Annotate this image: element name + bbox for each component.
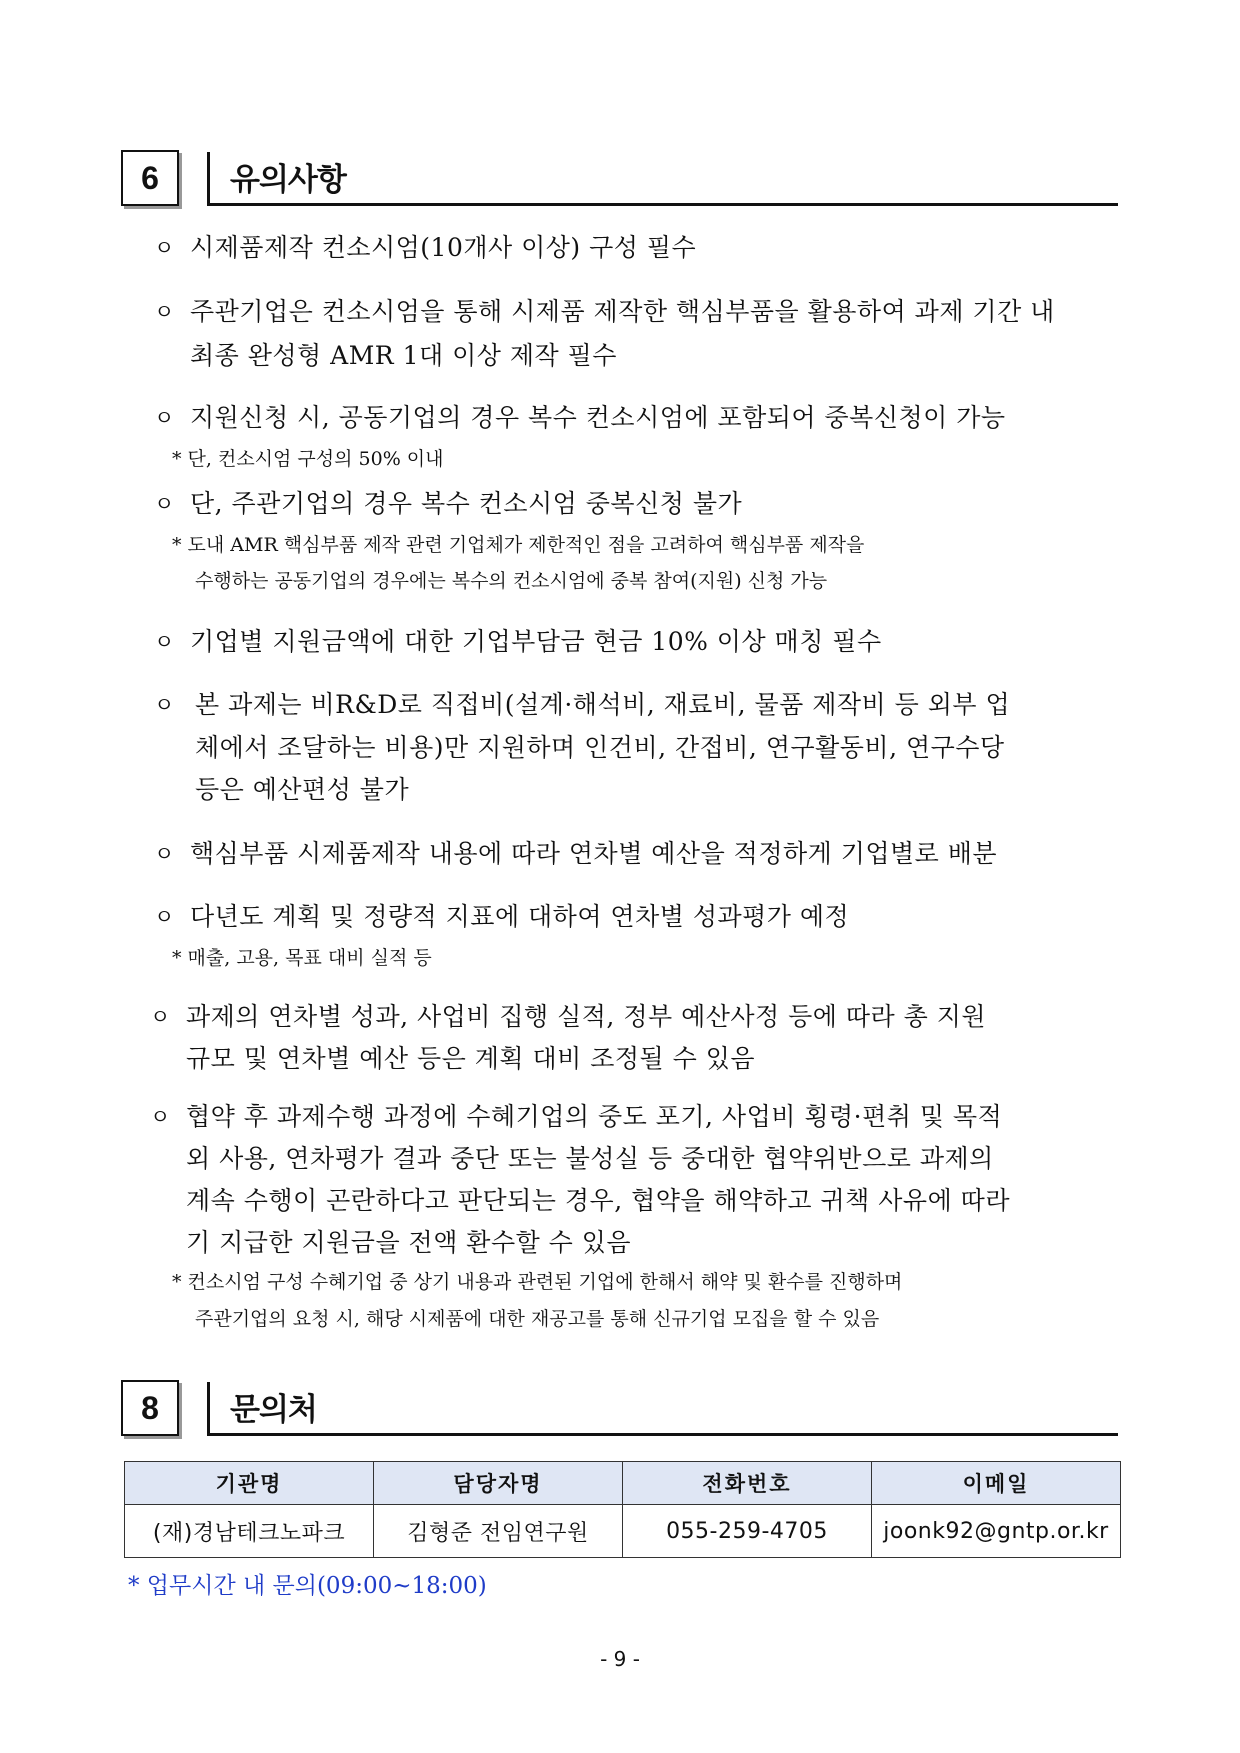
business-hours-note: * 업무시간 내 문의(09:00~18:00) (128, 1573, 487, 1599)
item-7-line-1: 핵심부품 시제품제작 내용에 따라 연차별 예산을 적정하게 기업별로 배분 (190, 839, 998, 868)
bullet-marker: ㅇ (150, 1005, 171, 1029)
item-10-line-4: 기 지급한 지원금을 전액 환수할 수 있음 (186, 1228, 632, 1257)
section-underline (207, 1433, 1118, 1436)
item-10-line-3: 계속 수행이 곤란하다고 판단되는 경우, 협약을 해약하고 귀책 사유에 따라 (186, 1186, 1010, 1215)
contact-table (124, 1461, 1121, 1558)
item-10-line-1: 협약 후 과제수행 과정에 수혜기업의 중도 포기, 사업비 횡령·편취 및 목적 (186, 1102, 1003, 1131)
column-header-contact-person: 담당자명 (374, 1462, 623, 1505)
cell-email: joonk92@gntp.or.kr (872, 1505, 1121, 1558)
item-4-line-1: 단, 주관기업의 경우 복수 컨소시엄 중복신청 불가 (190, 489, 743, 518)
item-10-note-1: * 컨소시엄 구성 수혜기업 중 상기 내용과 관련된 기업에 한해서 해약 및 환수를 진행하며 (172, 1271, 903, 1293)
bullet-marker: ㅇ (154, 406, 175, 430)
item-8-note-1: * 매출, 고용, 목표 대비 실적 등 (172, 947, 432, 969)
item-6-line-1: 본 과제는 비R&D로 직접비(설계·해석비, 재료비, 물품 제작비 등 외부 업 (195, 690, 1011, 719)
section-8-header (121, 1380, 1118, 1436)
item-1-line-1: 시제품제작 컨소시엄(10개사 이상) 구성 필수 (190, 233, 697, 262)
item-9-line-2: 규모 및 연차별 예산 등은 계획 대비 조정될 수 있음 (186, 1044, 756, 1073)
item-3-line-1: 지원신청 시, 공동기업의 경우 복수 컨소시엄에 포함되어 중복신청이 가능 (190, 403, 1006, 432)
bullet-marker: ㅇ (154, 300, 175, 324)
cell-phone: 055-259-4705 (623, 1505, 872, 1558)
item-2-line-2: 최종 완성형 AMR 1대 이상 제작 필수 (190, 341, 617, 370)
section-number-box: 6 (121, 150, 179, 206)
page-number: - 9 - (600, 1647, 640, 1671)
item-5-line-1: 기업별 지원금액에 대한 기업부담금 현금 10% 이상 매칭 필수 (190, 627, 882, 656)
table-header-row (125, 1462, 1121, 1505)
section-title: 문의처 (230, 1392, 317, 1428)
table-row (125, 1505, 1121, 1558)
item-6-line-3: 등은 예산편성 불가 (195, 775, 410, 804)
section-title: 유의사항 (230, 162, 346, 198)
bullet-marker: ㅇ (154, 905, 175, 929)
bullet-marker: ㅇ (154, 236, 175, 260)
item-3-note-1: * 단, 컨소시엄 구성의 50% 이내 (172, 448, 444, 470)
bullet-marker: ㅇ (154, 492, 175, 516)
column-header-email: 이메일 (872, 1462, 1121, 1505)
column-header-phone: 전화번호 (623, 1462, 872, 1505)
item-4-note-2: 수행하는 공동기업의 경우에는 복수의 컨소시엄에 중복 참여(지원) 신청 가능 (195, 570, 828, 592)
bullet-marker: ㅇ (154, 630, 175, 654)
item-10-line-2: 외 사용, 연차평가 결과 중단 또는 불성실 등 중대한 협약위반으로 과제의 (186, 1144, 994, 1173)
item-9-line-1: 과제의 연차별 성과, 사업비 집행 실적, 정부 예산사정 등에 따라 총 지원 (186, 1002, 987, 1031)
section-6-header (121, 150, 1118, 206)
section-divider-bar (207, 152, 210, 206)
item-2-line-1: 주관기업은 컨소시엄을 통해 시제품 제작한 핵심부품을 활용하여 과제 기간 내 (190, 297, 1055, 326)
item-8-line-1: 다년도 계획 및 정량적 지표에 대하여 연차별 성과평가 예정 (190, 902, 850, 931)
cell-contact-person: 김형준 전임연구원 (374, 1505, 623, 1558)
bullet-marker: ㅇ (150, 1105, 171, 1129)
section-number-box: 8 (121, 1380, 179, 1436)
item-10-note-2: 주관기업의 요청 시, 해당 시제품에 대한 재공고를 통해 신규기업 모집을 할 수 있음 (195, 1308, 880, 1330)
item-4-note-1: * 도내 AMR 핵심부품 제작 관련 기업체가 제한적인 점을 고려하여 핵심부품 제작을 (172, 534, 865, 556)
bullet-marker: ㅇ (154, 693, 175, 717)
section-underline (207, 203, 1118, 206)
bullet-marker: ㅇ (154, 842, 175, 866)
item-6-line-2: 체에서 조달하는 비용)만 지원하며 인건비, 간접비, 연구활동비, 연구수당 (195, 733, 1005, 762)
section-divider-bar (207, 1382, 210, 1436)
cell-organization: (재)경남테크노파크 (125, 1505, 374, 1558)
column-header-organization: 기관명 (125, 1462, 374, 1505)
